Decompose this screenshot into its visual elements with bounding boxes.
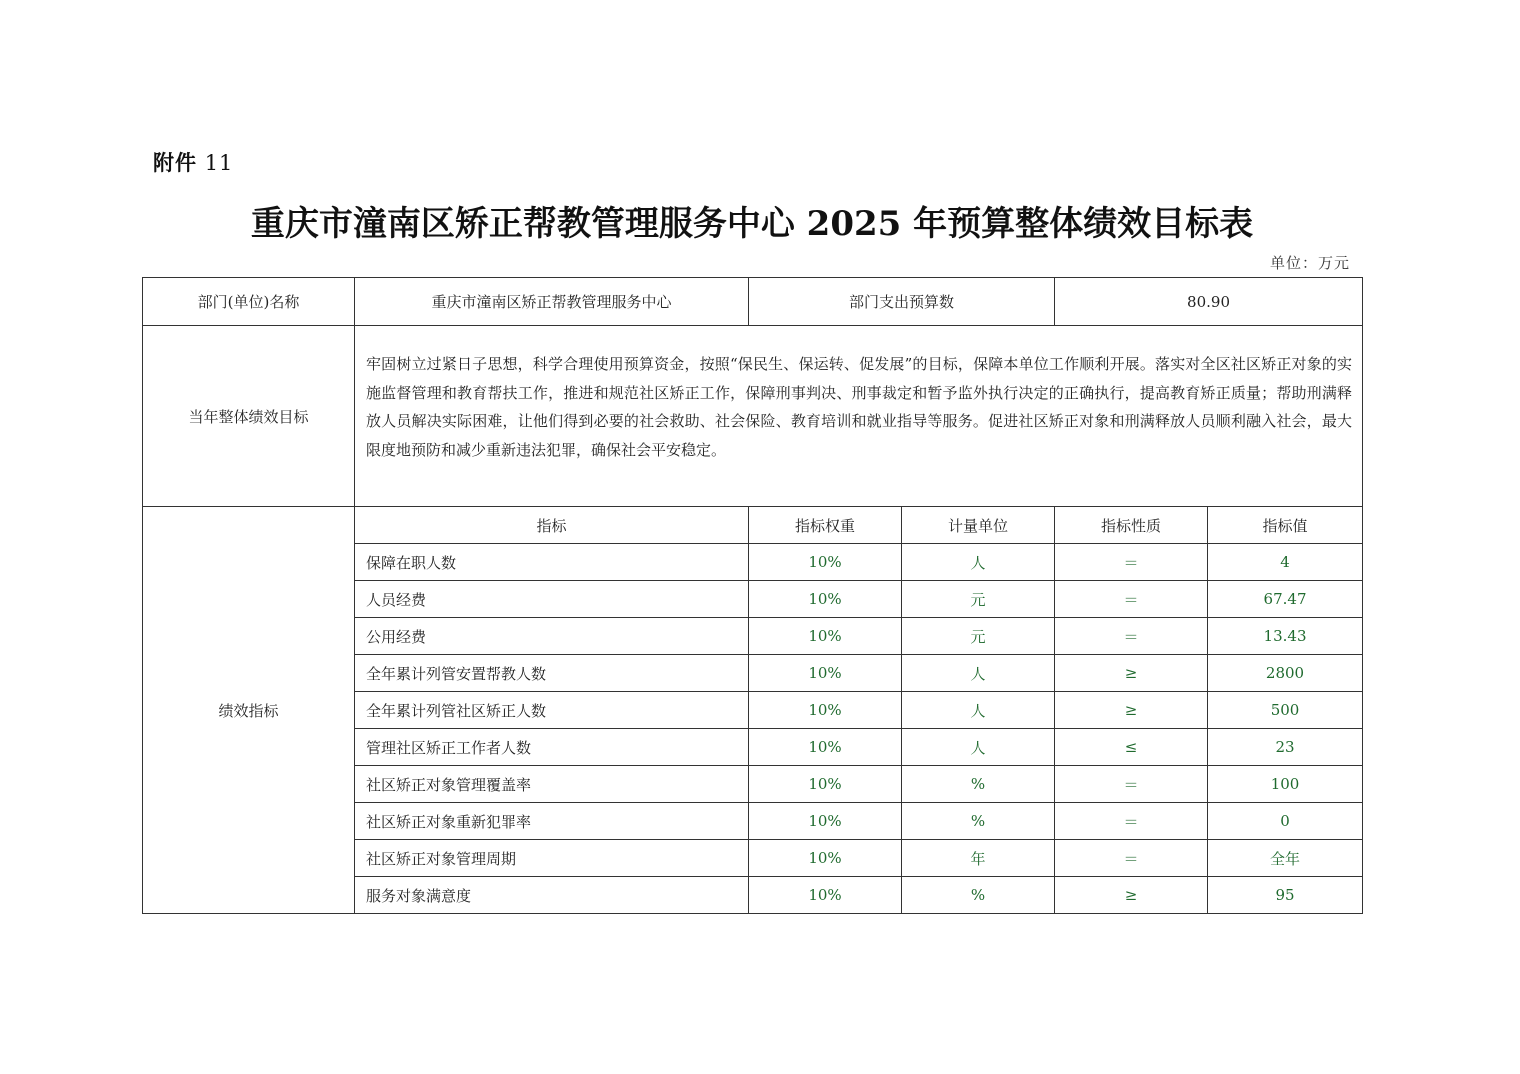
indicator-value: 全年 <box>1208 840 1363 877</box>
indicator-unit: 人 <box>902 692 1055 729</box>
indicator-name: 全年累计列管社区矫正人数 <box>355 692 749 729</box>
dept-label: 部门(单位)名称 <box>143 278 355 326</box>
indicator-unit: 人 <box>902 729 1055 766</box>
indicator-nature: ≥ <box>1055 655 1208 692</box>
indicator-weight: 10% <box>749 766 902 803</box>
indicator-unit: 元 <box>902 618 1055 655</box>
indicator-nature: ≥ <box>1055 877 1208 914</box>
indicator-value: 4 <box>1208 544 1363 581</box>
indicator-unit: % <box>902 877 1055 914</box>
indicator-value: 100 <box>1208 766 1363 803</box>
column-header: 计量单位 <box>902 507 1055 544</box>
indicator-name: 管理社区矫正工作者人数 <box>355 729 749 766</box>
indicator-name: 社区矫正对象重新犯罪率 <box>355 803 749 840</box>
unit-note: 单位：万元 <box>1269 254 1350 272</box>
indicator-unit: % <box>902 803 1055 840</box>
indicator-name: 公用经费 <box>355 618 749 655</box>
dept-name: 重庆市潼南区矫正帮教管理服务中心 <box>355 278 749 326</box>
indicator-name: 全年累计列管安置帮教人数 <box>355 655 749 692</box>
indicator-nature: ＝ <box>1055 840 1208 877</box>
indicator-weight: 10% <box>749 729 902 766</box>
indicator-weight: 10% <box>749 840 902 877</box>
column-header: 指标性质 <box>1055 507 1208 544</box>
budget-label: 部门支出预算数 <box>749 278 1055 326</box>
indicator-value: 67.47 <box>1208 581 1363 618</box>
attachment-text: 附件 <box>153 151 197 175</box>
indicator-weight: 10% <box>749 544 902 581</box>
indicator-unit: 年 <box>902 840 1055 877</box>
indicator-name: 服务对象满意度 <box>355 877 749 914</box>
indicator-name: 社区矫正对象管理覆盖率 <box>355 766 749 803</box>
indicator-value: 23 <box>1208 729 1363 766</box>
indicator-value: 95 <box>1208 877 1363 914</box>
indicator-section-label: 绩效指标 <box>143 507 355 914</box>
indicator-nature: ＝ <box>1055 766 1208 803</box>
summary-row <box>143 278 1363 326</box>
indicator-name: 保障在职人数 <box>355 544 749 581</box>
indicator-value: 2800 <box>1208 655 1363 692</box>
indicator-name: 人员经费 <box>355 581 749 618</box>
column-header: 指标权重 <box>749 507 902 544</box>
indicator-nature: ＝ <box>1055 803 1208 840</box>
goal-text: 牢固树立过紧日子思想，科学合理使用预算资金，按照“保民生、保运转、促发展”的目标，保障本单位工作顺利开展。落实对全区社区矫正对象的实施监督管理和教育帮扶工作，推进和规范社区矫正工作，保障刑事判决、刑事裁定和暂予监外执行决定的正确执行，提高教育矫正质量；帮助刑满释放人员解决实际困难，让他们得到必要的社会救助、社会保险、教育培训和就业指导等服务。促进社区矫正对象和刑满释放人员顺利融入社会，最大限度地预防和减少重新违法犯罪，确保社会平安稳定。 <box>355 326 1363 507</box>
indicator-nature: ＝ <box>1055 544 1208 581</box>
column-header: 指标值 <box>1208 507 1363 544</box>
indicator-unit: 人 <box>902 544 1055 581</box>
indicator-header-row <box>143 507 1363 544</box>
indicator-value: 13.43 <box>1208 618 1363 655</box>
indicator-weight: 10% <box>749 877 902 914</box>
indicator-nature: ≥ <box>1055 692 1208 729</box>
budget-value: 80.90 <box>1055 278 1363 326</box>
indicator-weight: 10% <box>749 692 902 729</box>
performance-table <box>142 277 1363 914</box>
indicator-name: 社区矫正对象管理周期 <box>355 840 749 877</box>
indicator-nature: ＝ <box>1055 618 1208 655</box>
indicator-weight: 10% <box>749 618 902 655</box>
indicator-unit: 元 <box>902 581 1055 618</box>
indicator-weight: 10% <box>749 803 902 840</box>
indicator-value: 500 <box>1208 692 1363 729</box>
goal-row <box>143 326 1363 507</box>
indicator-unit: % <box>902 766 1055 803</box>
attachment-number: 11 <box>204 151 234 175</box>
column-header: 指标 <box>355 507 749 544</box>
indicator-nature: ≤ <box>1055 729 1208 766</box>
goal-label: 当年整体绩效目标 <box>143 326 355 507</box>
indicator-weight: 10% <box>749 655 902 692</box>
indicator-unit: 人 <box>902 655 1055 692</box>
indicator-nature: ＝ <box>1055 581 1208 618</box>
page-title: 重庆市潼南区矫正帮教管理服务中心 2025 年预算整体绩效目标表 <box>250 204 1254 244</box>
indicator-value: 0 <box>1208 803 1363 840</box>
indicator-weight: 10% <box>749 581 902 618</box>
attachment-label <box>153 147 233 177</box>
